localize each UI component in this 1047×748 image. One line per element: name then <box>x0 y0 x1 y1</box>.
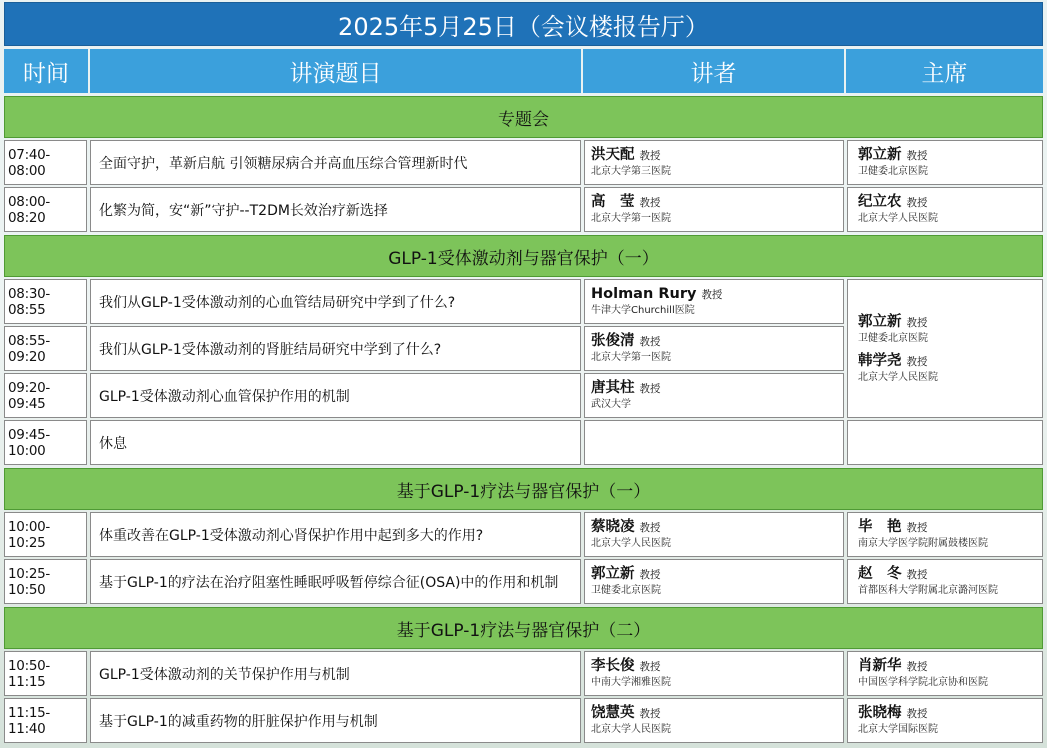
speaker-affiliation: 北京大学第三医院 <box>591 166 671 177</box>
topic-cell: 基于GLP-1的减重药物的肝脏保护作用与机制 <box>90 698 581 743</box>
topic-cell: 基于GLP-1的疗法在治疗阻塞性睡眠呼吸暂停综合征(OSA)中的作用和机制 <box>90 559 581 604</box>
table-row <box>4 651 1043 696</box>
topic-cell: 化繁为简，安“新”守护--T2DM长效治疗新选择 <box>90 187 581 232</box>
speaker-affiliation: 武汉大学 <box>591 399 631 410</box>
chair-name: 张晓梅 <box>858 705 902 721</box>
time-cell: 10:00-10:25 <box>4 512 87 557</box>
table-row <box>4 326 847 371</box>
speaker-cell <box>584 512 844 557</box>
chair-name: 纪立农 <box>858 194 902 210</box>
speaker-name: Holman Rury <box>591 286 697 302</box>
chair-cell <box>847 651 1043 696</box>
speaker-cell <box>584 140 844 185</box>
speaker-title: 教授 <box>639 197 661 209</box>
header-topic: 讲演题目 <box>88 49 581 93</box>
section-header: 基于GLP-1疗法与器官保护（一） <box>4 468 1043 510</box>
section-header: 专题会 <box>4 96 1043 138</box>
speaker-affiliation: 卫健委北京医院 <box>591 585 661 596</box>
speaker-name: 李长俊 <box>591 658 635 674</box>
time-cell: 11:15-11:40 <box>4 698 87 743</box>
time-cell: 09:45-10:00 <box>4 420 87 465</box>
session-group <box>4 279 1043 418</box>
chair-title: 教授 <box>906 661 928 673</box>
header-time: 时间 <box>4 49 88 93</box>
chair-affiliation: 北京大学人民医院 <box>858 371 938 383</box>
speaker-title: 教授 <box>639 522 661 534</box>
table-row <box>4 187 1043 232</box>
topic-cell: 休息 <box>90 420 581 465</box>
table-header <box>4 49 1043 93</box>
chair-title: 教授 <box>906 355 928 368</box>
speaker-name: 张俊清 <box>591 333 635 349</box>
section-header: 基于GLP-1疗法与器官保护（二） <box>4 607 1043 649</box>
chair-title: 教授 <box>906 316 928 329</box>
chair-title: 教授 <box>906 150 928 162</box>
table-row <box>4 698 1043 743</box>
speaker-cell <box>584 373 844 418</box>
chair-affiliation: 卫健委北京医院 <box>858 332 928 344</box>
speaker-title: 教授 <box>639 569 661 581</box>
section-header: GLP-1受体激动剂与器官保护（一） <box>4 235 1043 277</box>
time-cell: 10:25-10:50 <box>4 559 87 604</box>
table-row <box>4 512 1043 557</box>
topic-cell: GLP-1受体激动剂的关节保护作用与机制 <box>90 651 581 696</box>
topic-cell: GLP-1受体激动剂心血管保护作用的机制 <box>90 373 581 418</box>
speaker-cell <box>584 187 844 232</box>
topic-cell: 全面守护，革新启航 引领糖尿病合并高血压综合管理新时代 <box>90 140 581 185</box>
time-cell: 08:00-08:20 <box>4 187 87 232</box>
chair-title: 教授 <box>906 569 928 581</box>
chair-name: 郭立新 <box>858 147 902 163</box>
chair-cell <box>847 559 1043 604</box>
speaker-cell <box>584 698 844 743</box>
chair-cell <box>847 279 1043 418</box>
speaker-name: 唐其柱 <box>591 380 635 396</box>
chair-affiliation: 中国医学科学院北京协和医院 <box>858 677 988 688</box>
chair-name: 毕 艳 <box>858 519 902 535</box>
speaker-title: 教授 <box>639 661 661 673</box>
speaker-name: 饶慧英 <box>591 705 635 721</box>
speaker-cell <box>584 326 844 371</box>
chair-name: 韩学尧 <box>858 352 902 369</box>
speaker-cell <box>584 279 844 324</box>
speaker-cell <box>584 420 844 465</box>
chair-title: 教授 <box>906 197 928 209</box>
table-row <box>4 140 1043 185</box>
speaker-cell <box>584 559 844 604</box>
speaker-affiliation: 中南大学湘雅医院 <box>591 677 671 688</box>
speaker-cell <box>584 651 844 696</box>
topic-cell: 我们从GLP-1受体激动剂的肾脏结局研究中学到了什么? <box>90 326 581 371</box>
speaker-name: 高 莹 <box>591 194 635 210</box>
table-row <box>4 373 847 418</box>
chair-cell <box>847 512 1043 557</box>
chair-cell <box>847 420 1043 465</box>
chair-affiliation: 北京大学人民医院 <box>858 213 938 224</box>
speaker-title: 教授 <box>639 708 661 720</box>
table-row <box>4 420 1043 465</box>
page-title: 2025年5月25日（会议楼报告厅） <box>4 2 1043 46</box>
chair-name: 赵 冬 <box>858 566 902 582</box>
chair-cell <box>847 698 1043 743</box>
table-row <box>4 279 847 324</box>
speaker-name: 洪天配 <box>591 147 635 163</box>
schedule-table <box>4 2 1043 743</box>
chair-affiliation: 北京大学国际医院 <box>858 724 938 735</box>
topic-cell: 我们从GLP-1受体激动剂的心血管结局研究中学到了什么? <box>90 279 581 324</box>
time-cell: 09:20-09:45 <box>4 373 87 418</box>
chair-affiliation: 卫健委北京医院 <box>858 166 928 177</box>
time-cell: 08:30-08:55 <box>4 279 87 324</box>
chair-title: 教授 <box>906 522 928 534</box>
time-cell: 07:40-08:00 <box>4 140 87 185</box>
header-speaker: 讲者 <box>581 49 844 93</box>
chair-cell <box>847 187 1043 232</box>
time-cell: 08:55-09:20 <box>4 326 87 371</box>
header-chair: 主席 <box>844 49 1043 93</box>
chair-name: 肖新华 <box>858 658 902 674</box>
speaker-title: 教授 <box>701 289 723 301</box>
table-row <box>4 559 1043 604</box>
chair-name: 郭立新 <box>858 313 902 330</box>
speaker-affiliation: 北京大学第一医院 <box>591 213 671 224</box>
speaker-affiliation: 北京大学人民医院 <box>591 724 671 735</box>
chair-affiliation: 南京大学医学院附属鼓楼医院 <box>858 538 988 549</box>
chair-affiliation: 首都医科大学附属北京潞河医院 <box>858 585 998 596</box>
speaker-title: 教授 <box>639 336 661 348</box>
speaker-affiliation: 牛津大学Churchill医院 <box>591 305 695 316</box>
time-cell: 10:50-11:15 <box>4 651 87 696</box>
speaker-affiliation: 北京大学人民医院 <box>591 538 671 549</box>
topic-cell: 体重改善在GLP-1受体激动剂心肾保护作用中起到多大的作用? <box>90 512 581 557</box>
speaker-title: 教授 <box>639 383 661 395</box>
speaker-affiliation: 北京大学第一医院 <box>591 352 671 363</box>
chair-cell <box>847 140 1043 185</box>
speaker-name: 蔡晓凌 <box>591 519 635 535</box>
chair-title: 教授 <box>906 708 928 720</box>
speaker-name: 郭立新 <box>591 566 635 582</box>
speaker-title: 教授 <box>639 150 661 162</box>
